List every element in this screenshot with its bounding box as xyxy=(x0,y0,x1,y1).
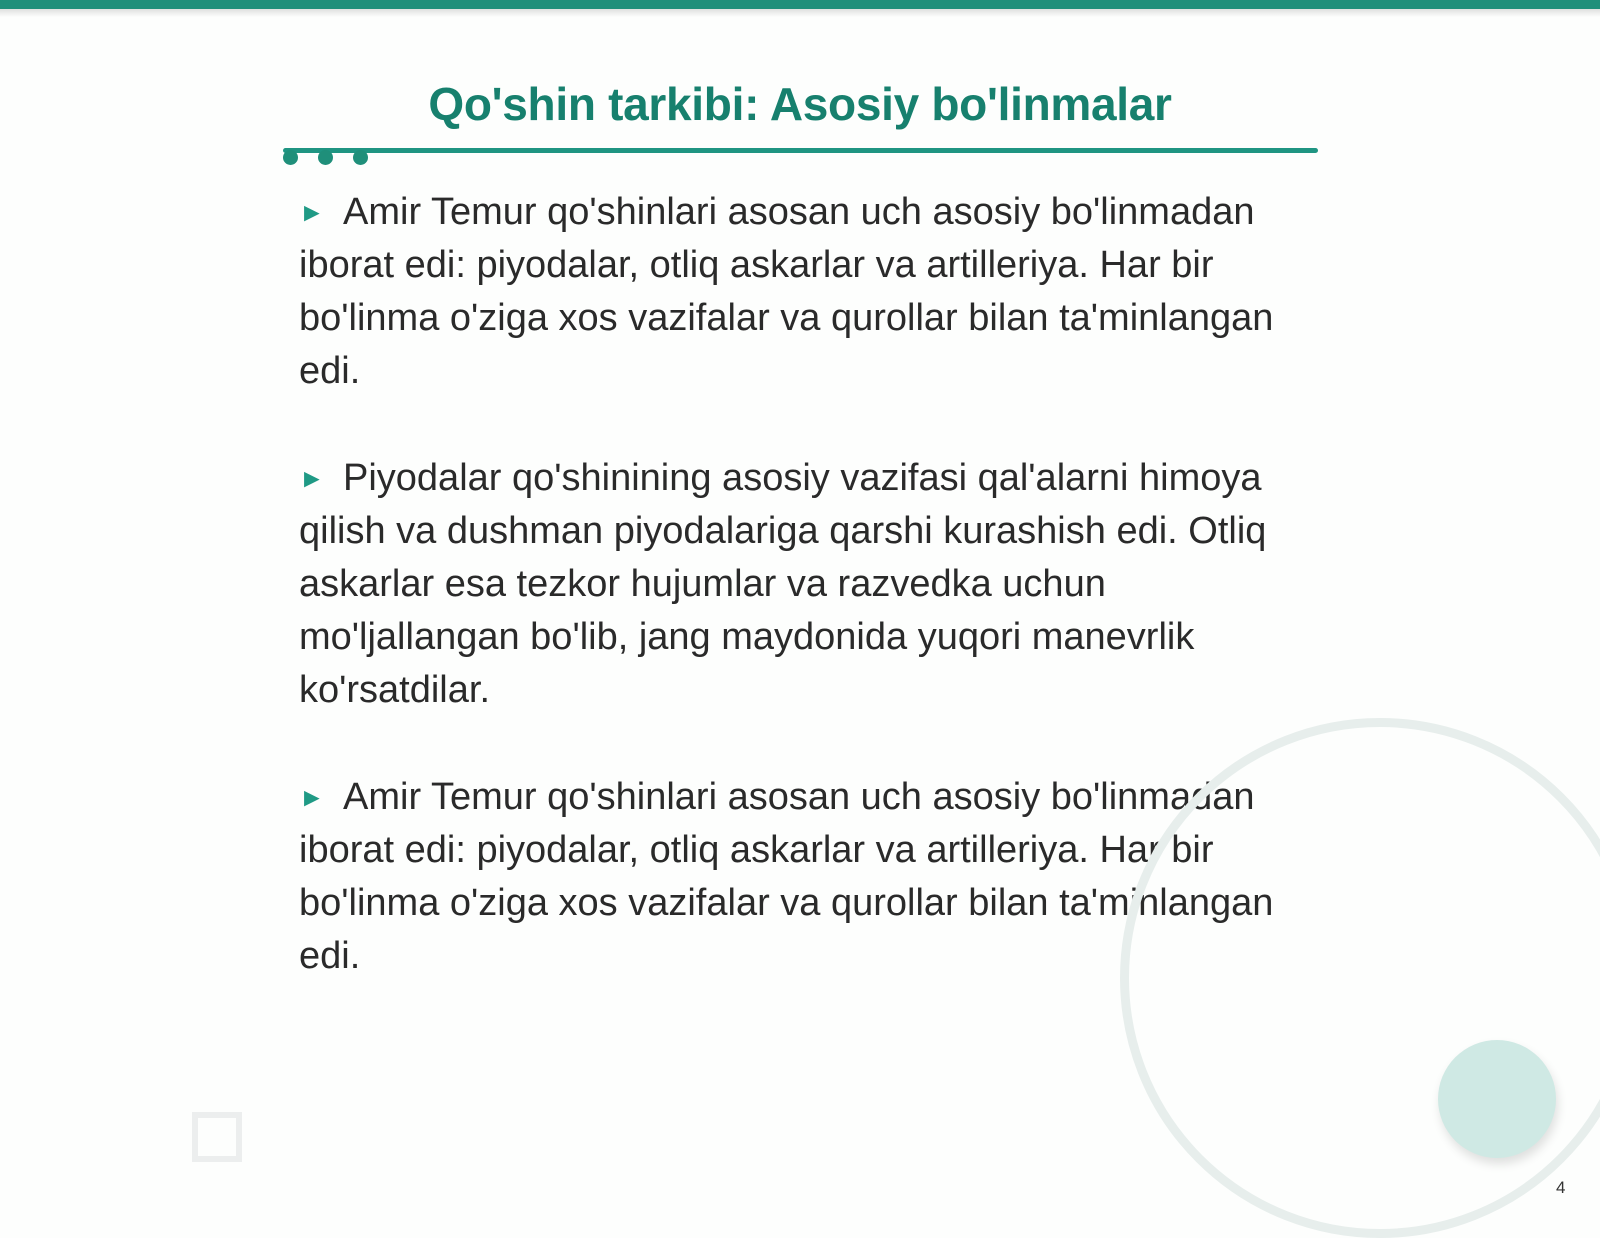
paragraph-text: Amir Temur qo'shinlari asosan uch asosiy bo'linmadan iborat edi: piyodalar, otliq askarlar va artilleriya. Har bir bo'linma o'ziga xos vazifalar va qurollar bilan ta'minlangan edi. xyxy=(299,191,1274,392)
slide-title: Qo'shin tarkibi: Asosiy bo'linmalar xyxy=(428,78,1172,130)
top-bar-shadow xyxy=(0,9,1600,17)
underline-dot-1 xyxy=(283,150,298,165)
page-number: 4 xyxy=(1556,1178,1566,1197)
decorative-teal-circle xyxy=(1438,1040,1556,1158)
top-accent-bar xyxy=(0,0,1600,9)
bullet-arrow-icon: ► xyxy=(299,463,325,493)
decorative-square-outline xyxy=(192,1112,242,1162)
bullet-arrow-icon: ► xyxy=(299,197,325,227)
bullet-paragraph-1 xyxy=(299,186,1309,398)
underline-dot-3 xyxy=(353,150,368,165)
bullet-arrow-icon: ► xyxy=(299,782,325,812)
paragraph-text: Amir Temur qo'shinlari asosan uch asosiy bo'linmadan iborat edi: piyodalar, otliq askarlar va artilleriya. Har bir bo'linma o'ziga xos vazifalar va qurollar bilan ta'minlangan edi. xyxy=(299,776,1274,977)
paragraph-text: Piyodalar qo'shinining asosiy vazifasi qal'alarni himoya qilish va dushman piyodalariga qarshi kurashish edi. Otliq askarlar esa tezkor hujumlar va razvedka uchun mo'ljallangan bo'lib, jang maydonida yuqori manevrlik ko'rsatdilar. xyxy=(299,457,1267,711)
bullet-paragraph-2 xyxy=(299,452,1309,717)
underline-dot-2 xyxy=(318,150,333,165)
title-underline xyxy=(283,148,1318,153)
